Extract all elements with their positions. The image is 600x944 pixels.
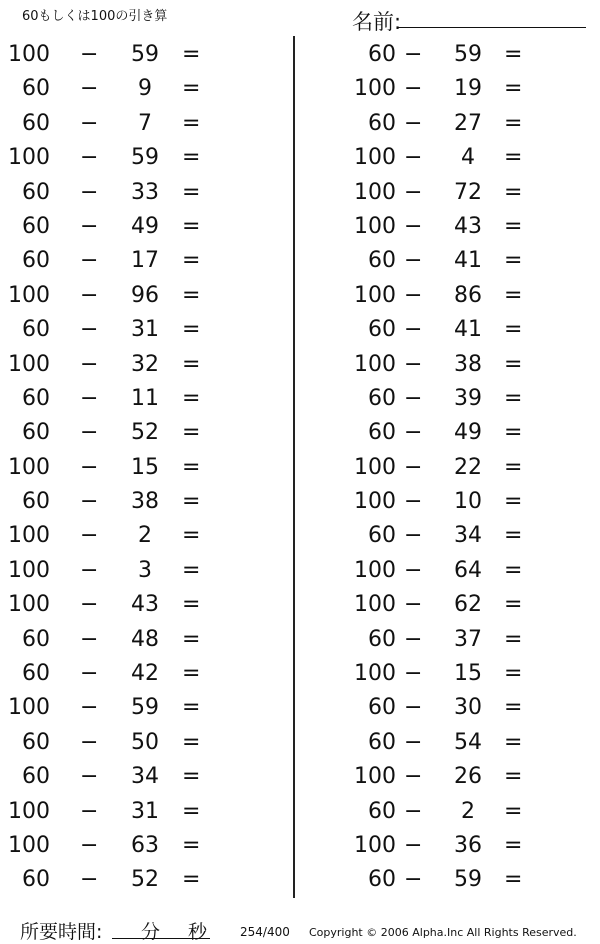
subtrahend: 42 [131, 661, 159, 687]
equals-sign: = [182, 110, 201, 136]
problem-row [320, 71, 600, 105]
subtrahend: 72 [454, 179, 482, 205]
problem-row [0, 209, 280, 243]
problem-row [320, 450, 600, 484]
subtrahend: 2 [461, 798, 475, 824]
subtrahend: 86 [454, 282, 482, 308]
minus-sign: − [404, 282, 423, 308]
problem-row [320, 209, 600, 243]
minuend: 100 [354, 351, 396, 377]
minus-sign: − [404, 764, 423, 790]
subtrahend: 30 [454, 695, 482, 721]
minus-sign: − [80, 661, 99, 687]
minus-sign: − [404, 832, 423, 858]
minuend: 60 [368, 110, 396, 136]
problem-row [320, 656, 600, 690]
equals-sign: = [182, 351, 201, 377]
minuend: 100 [354, 832, 396, 858]
subtrahend: 3 [138, 557, 152, 583]
subtrahend: 22 [454, 454, 482, 480]
equals-sign: = [504, 317, 523, 343]
minuend: 60 [368, 626, 396, 652]
equals-sign: = [182, 179, 201, 205]
subtrahend: 62 [454, 592, 482, 618]
worksheet-title: 60もしくは100の引き算 [22, 9, 168, 24]
problem-row [320, 690, 600, 724]
problem-row [320, 553, 600, 587]
subtrahend: 37 [454, 626, 482, 652]
minuend: 60 [368, 729, 396, 755]
subtrahend: 63 [131, 832, 159, 858]
subtrahend: 59 [131, 145, 159, 171]
equals-sign: = [182, 729, 201, 755]
problem-row [0, 415, 280, 449]
equals-sign: = [182, 489, 201, 515]
minus-sign: − [80, 317, 99, 343]
minuend: 60 [368, 248, 396, 274]
minuend: 100 [8, 282, 50, 308]
problem-row [320, 243, 600, 277]
minuend: 60 [22, 248, 50, 274]
equals-sign: = [504, 695, 523, 721]
problem-row [0, 656, 280, 690]
minuend: 60 [22, 179, 50, 205]
minuend: 100 [354, 592, 396, 618]
subtrahend: 59 [131, 42, 159, 67]
equals-sign: = [182, 420, 201, 446]
minuend: 100 [8, 523, 50, 549]
subtrahend: 17 [131, 248, 159, 274]
equals-sign: = [182, 385, 201, 411]
minus-sign: − [404, 110, 423, 136]
subtrahend: 4 [461, 145, 475, 171]
minus-sign: − [80, 798, 99, 824]
equals-sign: = [504, 832, 523, 858]
minuend: 100 [354, 145, 396, 171]
subtrahend: 15 [131, 454, 159, 480]
minus-sign: − [80, 76, 99, 102]
subtrahend: 33 [131, 179, 159, 205]
minutes-label: 分 [141, 921, 161, 943]
problem-row [0, 37, 280, 71]
minuend: 100 [354, 213, 396, 239]
minuend: 60 [368, 798, 396, 824]
equals-sign: = [182, 832, 201, 858]
subtrahend: 39 [454, 385, 482, 411]
minus-sign: − [404, 867, 423, 893]
minus-sign: − [80, 867, 99, 893]
subtrahend: 38 [454, 351, 482, 377]
problem-row [0, 725, 280, 759]
subtrahend: 52 [131, 867, 159, 893]
minus-sign: − [80, 764, 99, 790]
minus-sign: − [80, 489, 99, 515]
minus-sign: − [404, 557, 423, 583]
subtrahend: 34 [131, 764, 159, 790]
problem-row [0, 622, 280, 656]
equals-sign: = [504, 489, 523, 515]
minuend: 100 [354, 557, 396, 583]
equals-sign: = [504, 557, 523, 583]
minuend: 100 [354, 454, 396, 480]
page-number: 254/400 [240, 925, 290, 939]
problem-row [0, 587, 280, 621]
minuend: 60 [22, 317, 50, 343]
problem-row [0, 175, 280, 209]
equals-sign: = [504, 351, 523, 377]
minus-sign: − [80, 42, 99, 67]
minuend: 100 [8, 798, 50, 824]
equals-sign: = [182, 695, 201, 721]
problem-row [320, 587, 600, 621]
minus-sign: − [404, 351, 423, 377]
minuend: 60 [22, 489, 50, 515]
minus-sign: − [404, 489, 423, 515]
equals-sign: = [182, 798, 201, 824]
minuend: 100 [8, 145, 50, 171]
minuend: 100 [8, 42, 50, 67]
minus-sign: − [404, 798, 423, 824]
subtrahend: 54 [454, 729, 482, 755]
minuend: 60 [22, 420, 50, 446]
equals-sign: = [504, 282, 523, 308]
problem-row [320, 862, 600, 896]
equals-sign: = [504, 523, 523, 549]
subtrahend: 26 [454, 764, 482, 790]
problem-row [0, 243, 280, 277]
minus-sign: − [404, 42, 423, 67]
problem-row [0, 71, 280, 105]
minus-sign: − [80, 282, 99, 308]
subtrahend: 43 [131, 592, 159, 618]
problem-row [0, 828, 280, 862]
subtrahend: 43 [454, 213, 482, 239]
minuend: 60 [22, 213, 50, 239]
minus-sign: − [80, 248, 99, 274]
problem-row [0, 106, 280, 140]
equals-sign: = [504, 110, 523, 136]
minus-sign: − [80, 626, 99, 652]
minus-sign: − [80, 557, 99, 583]
problem-row [320, 622, 600, 656]
subtrahend: 34 [454, 523, 482, 549]
subtrahend: 2 [138, 523, 152, 549]
minus-sign: − [404, 179, 423, 205]
equals-sign: = [182, 282, 201, 308]
minuend: 60 [368, 317, 396, 343]
problem-row [320, 725, 600, 759]
minuend: 100 [354, 661, 396, 687]
left-problem-column [0, 37, 280, 897]
problem-row [320, 484, 600, 518]
minus-sign: − [404, 661, 423, 687]
minuend: 60 [368, 420, 396, 446]
problem-row [320, 37, 600, 71]
minuend: 60 [22, 661, 50, 687]
problem-row [320, 347, 600, 381]
minuend: 100 [354, 179, 396, 205]
problem-row [0, 690, 280, 724]
equals-sign: = [182, 76, 201, 102]
minuend: 60 [22, 385, 50, 411]
minus-sign: − [80, 420, 99, 446]
equals-sign: = [182, 248, 201, 274]
subtrahend: 50 [131, 729, 159, 755]
equals-sign: = [182, 42, 201, 67]
minuend: 60 [22, 110, 50, 136]
problem-row [320, 518, 600, 552]
problem-row [0, 381, 280, 415]
problem-row [0, 278, 280, 312]
minuend: 100 [354, 489, 396, 515]
subtrahend: 10 [454, 489, 482, 515]
equals-sign: = [504, 213, 523, 239]
subtrahend: 36 [454, 832, 482, 858]
problem-row [320, 759, 600, 793]
problem-row [0, 553, 280, 587]
minuend: 60 [368, 695, 396, 721]
seconds-label: 秒 [188, 921, 208, 943]
minus-sign: − [404, 248, 423, 274]
minuend: 100 [8, 832, 50, 858]
minuend: 60 [368, 385, 396, 411]
minus-sign: − [80, 145, 99, 171]
minus-sign: − [80, 385, 99, 411]
minus-sign: − [80, 454, 99, 480]
right-problem-column [320, 37, 600, 897]
minus-sign: − [80, 729, 99, 755]
minuend: 60 [368, 867, 396, 893]
subtrahend: 31 [131, 798, 159, 824]
equals-sign: = [182, 557, 201, 583]
problem-row [320, 278, 600, 312]
equals-sign: = [182, 523, 201, 549]
equals-sign: = [504, 420, 523, 446]
minus-sign: − [80, 110, 99, 136]
minuend: 60 [22, 867, 50, 893]
problem-row [320, 140, 600, 174]
subtrahend: 38 [131, 489, 159, 515]
equals-sign: = [504, 42, 523, 67]
subtrahend: 32 [131, 351, 159, 377]
minuend: 60 [22, 729, 50, 755]
minuend: 60 [22, 76, 50, 102]
equals-sign: = [504, 592, 523, 618]
equals-sign: = [182, 317, 201, 343]
minus-sign: − [404, 213, 423, 239]
subtrahend: 15 [454, 661, 482, 687]
problem-row [0, 518, 280, 552]
equals-sign: = [182, 764, 201, 790]
subtrahend: 59 [454, 867, 482, 893]
subtrahend: 48 [131, 626, 159, 652]
minus-sign: − [404, 523, 423, 549]
minus-sign: − [80, 695, 99, 721]
subtrahend: 52 [131, 420, 159, 446]
problem-row [0, 759, 280, 793]
subtrahend: 96 [131, 282, 159, 308]
equals-sign: = [504, 76, 523, 102]
minus-sign: − [404, 76, 423, 102]
problem-row [320, 794, 600, 828]
equals-sign: = [182, 145, 201, 171]
problem-row [320, 312, 600, 346]
minus-sign: − [80, 523, 99, 549]
problem-row [320, 175, 600, 209]
equals-sign: = [182, 867, 201, 893]
equals-sign: = [182, 626, 201, 652]
column-divider [293, 36, 295, 898]
minus-sign: − [404, 626, 423, 652]
minus-sign: − [80, 832, 99, 858]
subtrahend: 31 [131, 317, 159, 343]
minus-sign: − [404, 317, 423, 343]
subtrahend: 41 [454, 317, 482, 343]
problem-row [320, 381, 600, 415]
equals-sign: = [504, 248, 523, 274]
problem-row [0, 862, 280, 896]
minuend: 100 [354, 764, 396, 790]
equals-sign: = [504, 764, 523, 790]
minus-sign: − [404, 729, 423, 755]
equals-sign: = [182, 592, 201, 618]
equals-sign: = [182, 454, 201, 480]
minuend: 60 [368, 42, 396, 67]
name-label: 名前: [352, 10, 402, 34]
minuend: 60 [22, 626, 50, 652]
equals-sign: = [504, 798, 523, 824]
minuend: 100 [8, 557, 50, 583]
subtrahend: 11 [131, 385, 159, 411]
equals-sign: = [504, 145, 523, 171]
equals-sign: = [182, 661, 201, 687]
minus-sign: − [404, 420, 423, 446]
problem-row [0, 347, 280, 381]
minus-sign: − [404, 454, 423, 480]
equals-sign: = [504, 729, 523, 755]
minus-sign: − [404, 145, 423, 171]
problem-row [0, 312, 280, 346]
minus-sign: − [404, 385, 423, 411]
minuend: 60 [22, 764, 50, 790]
time-taken-label: 所要時間: [20, 921, 103, 943]
minus-sign: − [80, 592, 99, 618]
minus-sign: − [80, 213, 99, 239]
subtrahend: 49 [131, 213, 159, 239]
equals-sign: = [504, 661, 523, 687]
equals-sign: = [504, 385, 523, 411]
problem-row [0, 484, 280, 518]
subtrahend: 59 [454, 42, 482, 67]
equals-sign: = [182, 213, 201, 239]
minuend: 100 [8, 351, 50, 377]
subtrahend: 9 [138, 76, 152, 102]
equals-sign: = [504, 454, 523, 480]
subtrahend: 19 [454, 76, 482, 102]
name-blank-line [398, 27, 586, 28]
minus-sign: − [80, 179, 99, 205]
problem-row [0, 140, 280, 174]
subtrahend: 41 [454, 248, 482, 274]
subtrahend: 27 [454, 110, 482, 136]
minus-sign: − [404, 592, 423, 618]
problem-row [320, 415, 600, 449]
subtrahend: 7 [138, 110, 152, 136]
minuend: 100 [354, 76, 396, 102]
problem-row [0, 794, 280, 828]
minuend: 100 [8, 592, 50, 618]
subtrahend: 49 [454, 420, 482, 446]
minuend: 60 [368, 523, 396, 549]
equals-sign: = [504, 867, 523, 893]
minuend: 100 [8, 454, 50, 480]
equals-sign: = [504, 626, 523, 652]
minuend: 100 [354, 282, 396, 308]
equals-sign: = [504, 179, 523, 205]
problem-row [320, 106, 600, 140]
minus-sign: − [80, 351, 99, 377]
subtrahend: 59 [131, 695, 159, 721]
minuend: 100 [8, 695, 50, 721]
copyright-notice: Copyright © 2006 Alpha.Inc All Rights Reserved. [309, 926, 577, 939]
minus-sign: − [404, 695, 423, 721]
subtrahend: 64 [454, 557, 482, 583]
problem-row [0, 450, 280, 484]
problem-row [320, 828, 600, 862]
